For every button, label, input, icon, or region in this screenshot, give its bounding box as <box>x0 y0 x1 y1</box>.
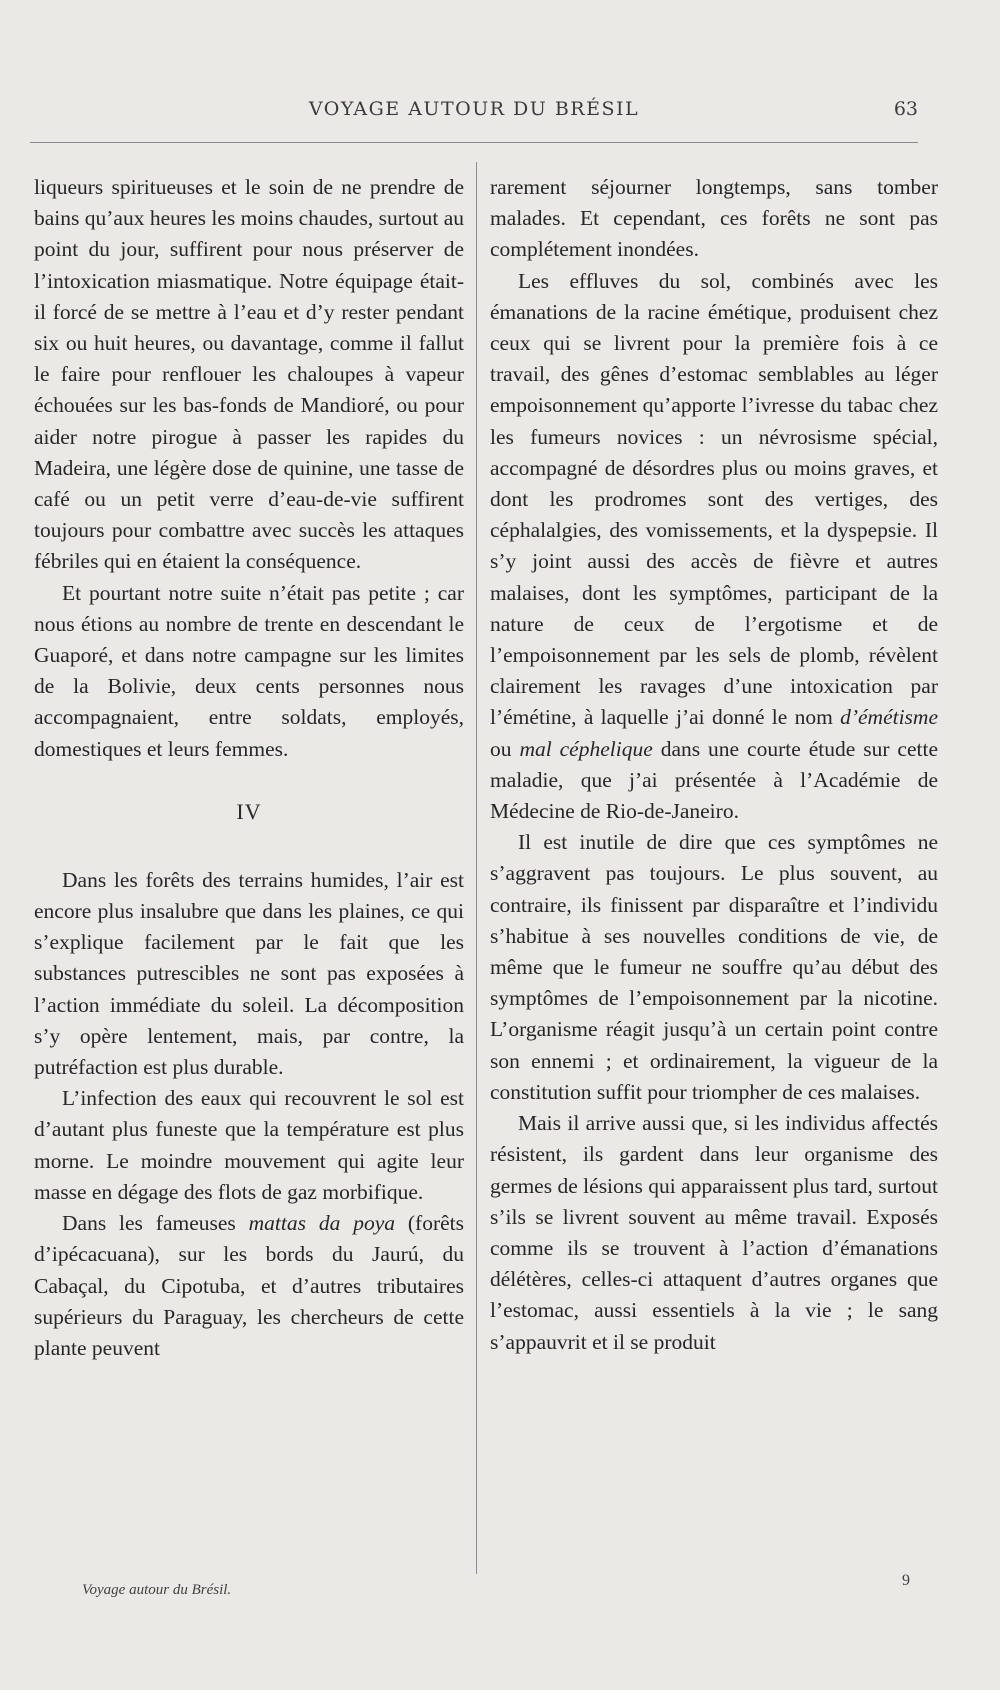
left-paragraph-1: liqueurs spiritueuses et le soin de ne prendre de bains qu’aux heures les moins chaudes, surtout au point du jour, suffirent pour nous préserver de l’intoxication miasmatique. Notre équipage était-il forcé de se mettre à l’eau et d’y rester pendant six ou huit heures, ou davantage, comme il fallut le faire pour renflouer les chaloupes à vapeur échouées sur les bas-fonds de Mandioré, ou pour aider notre pirogue à passer les rapides du Madeira, une légère dose de quinine, une tasse de café ou un petit verre d’eau-de-vie suffirent toujours pour combattre avec succès les attaques fébriles qui en étaient la conséquence. <box>34 175 464 574</box>
page-header <box>30 98 918 134</box>
left-paragraph-5-start: Dans les fameuses <box>62 1211 249 1236</box>
right-column <box>490 172 938 1358</box>
page-number: 63 <box>893 98 918 120</box>
left-paragraph-2: Et pourtant notre suite n’était pas petite ; car nous étions au nombre de trente en descendant le Guaporé, et dans notre campagne sur les limites de la Bolivie, deux cents personnes nous accompagnaient, entre soldats, employés, domestiques et leurs femmes. <box>34 580 464 761</box>
right-paragraph-2 <box>490 266 938 828</box>
right-paragraph-3: Il est inutile de dire que ces symptômes ne s’aggravent pas toujours. Le plus souvent, au contraire, ils finissent par disparaître et l’individu s’habitue à ses nouvelles conditions de vie, de même que le fumeur ne souffre qu’au début des symptômes de l’empoisonnement par la nicotine. L’organisme réagit jusqu’à un certain point contre son ennemi ; et ordinairement, la vigueur de la constitution suffit pour triompher de ces malaises. <box>490 830 938 1104</box>
column-divider <box>476 162 477 1574</box>
left-paragraph-5-italic: mattas da poya <box>248 1211 396 1236</box>
running-title: VOYAGE AUTOUR DU BRÉSIL <box>308 98 640 120</box>
left-paragraph-3: Dans les forêts des terrains humides, l’air est encore plus insalubre que dans les plaines, ce qui s’explique facilement par le fait que les substances putrescibles ne sont pas exposées à l’action immédiate du soleil. La décomposition s’y opère lentement, mais, par contre, la putréfaction est plus durable. <box>34 867 464 1080</box>
left-paragraph-4: L’infection des eaux qui recouvrent le sol est d’autant plus funeste que la température est plus morne. Le moindre mouvement qui agite leur masse en dégage des flots de gaz morbifique. <box>34 1086 464 1204</box>
left-column <box>34 172 464 1364</box>
right-paragraph-2-italic-1: d’émétisme <box>840 705 938 730</box>
right-paragraph-2-italic-2: mal céphelique <box>519 736 653 761</box>
footer-signature-mark: 9 <box>902 1572 910 1589</box>
header-rule <box>30 142 918 143</box>
section-heading: IV <box>236 798 262 824</box>
footer-signature: Voyage autour du Brésil. <box>82 1582 232 1598</box>
right-paragraph-2-end: dans une courte étude sur cette maladie, que j’ai présentée à l’Académie de Médecine de Rio-de-Janeiro. <box>490 736 938 824</box>
right-paragraph-2-mid: ou <box>490 736 520 761</box>
right-paragraph-2-start: Les effluves du sol, combinés avec les émanations de la racine émétique, produisent chez ceux qui se livrent pour la première fois à ce travail, des gênes d’estomac semblables au léger empoisonnement qu’apporte l’ivresse du tabac chez les fumeurs novices : un névrosisme spécial, accompagné de désordres plus ou moins graves, et dont les prodromes sont des vertiges, des céphalalgies, des vomissements, et la dyspepsie. Il s’y joint aussi des accès de fièvre et autres malaises, dont les symptômes, participant de la nature de ceux de l’ergotisme et de l’empoisonnement par les sels de plomb, révèlent clairement les ravages d’une intoxication par l’émétine, à laquelle j’ai donné le nom <box>490 268 938 730</box>
left-paragraph-5-end: (forêts d’ipécacuana), sur les bords du Jaurú, du Cabaçal, du Cipotuba, et d’autres tributaires supérieurs du Paraguay, les chercheurs de cette plante peuvent <box>34 1211 464 1360</box>
left-paragraph-5 <box>34 1208 464 1364</box>
right-paragraph-4: Mais il arrive aussi que, si les individus affectés résistent, ils gardent dans leur organisme des germes de lésions qui apparaissent plus tard, surtout s’ils se livrent souvent au même travail. Exposés comme ils se trouvent à l’action d’émanations délétères, celles-ci attaquent d’autres organes que l’estomac, aussi essentiels à la vie ; le sang s’appauvrit et il se produit <box>490 1111 938 1354</box>
right-paragraph-1: rarement séjourner longtemps, sans tomber malades. Et cependant, ces forêts ne sont pas complétement inondées. <box>490 175 938 262</box>
